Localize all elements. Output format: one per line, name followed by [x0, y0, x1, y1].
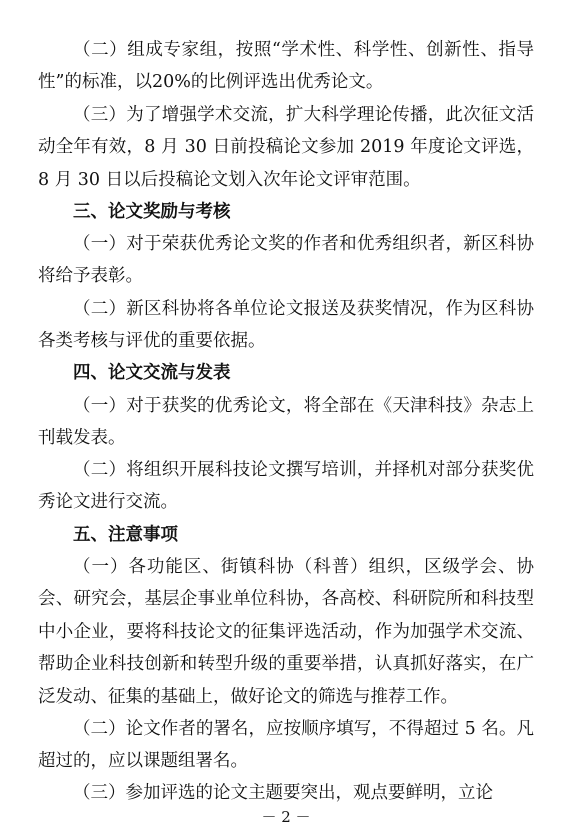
- paragraph-assessment-basis: （二）新区科协将各单位论文报送及获奖情况，作为区科协各类考核与评优的重要依据。: [38, 299, 534, 352]
- section-heading-rewards: 三、论文奖励与考核: [73, 202, 231, 222]
- section-heading-exchange: 四、论文交流与发表: [73, 363, 231, 383]
- paragraph-academic-exchange: （三）为了增强学术交流，扩大科学理论传播，此次征文活动全年有效，8 月 30 日前投稿论文参加 2019 年度论文评选，8 月 30 日以后投稿论文划入次年论文评审范围。: [38, 105, 534, 190]
- paragraph-organizations: （一）各功能区、街镇科协（科普）组织，区级学会、协会、研究会，基层企事业单位科协，各高校、科研院所和科技型中小企业，要将科技论文的征集评选活动，作为加强学术交流、帮助企业科技创新和转型升级的重要举措，认真抓好落实，在广泛发动、征集的基础上，做好论文的筛选与推荐工作。: [38, 557, 534, 707]
- paragraph-publication: （一）对于获奖的优秀论文，将全部在《天津科技》杂志上刊载发表。: [38, 396, 534, 449]
- paragraph-expert-group: （二）组成专家组，按照“学术性、科学性、创新性、指导性”的标准，以20%的比例评选出优秀论文。: [38, 40, 534, 93]
- section-heading-notes: 五、注意事项: [73, 525, 178, 545]
- paragraph-commendation: （一）对于荣获优秀论文奖的作者和优秀组织者，新区科协将给予表彰。: [38, 234, 534, 287]
- paragraph-topic-requirements: （三）参加评选的论文主题要突出，观点要鲜明，立论: [73, 783, 493, 803]
- page-number: － 2 －: [261, 808, 311, 826]
- paragraph-author-signature: （二）论文作者的署名，应按顺序填写，不得超过 5 名。凡超过的，应以课题组署名。: [38, 719, 534, 772]
- paragraph-training: （二）将组织开展科技论文撰写培训，并择机对部分获奖优秀论文进行交流。: [38, 460, 534, 513]
